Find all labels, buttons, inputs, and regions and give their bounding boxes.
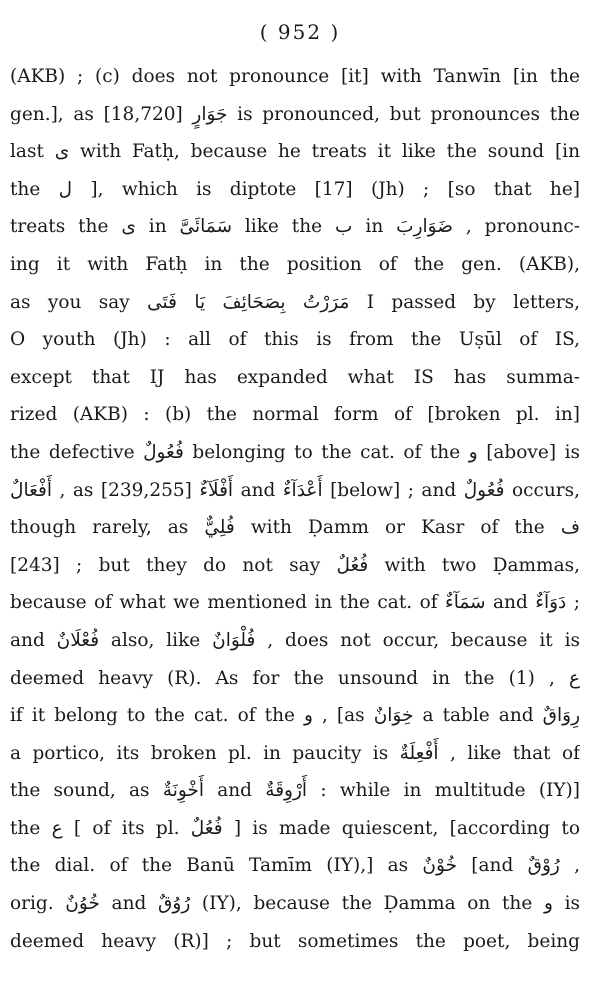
text-line: O youth (Jh) : all of this is from the Uṣūl of IS, <box>10 329 580 351</box>
text-line: the dial. of the Banū Tamīm (IY),] as خُوْنٌ [and رُوْقٌ , <box>10 855 580 877</box>
page-number: ( 952 ) <box>259 20 341 44</box>
text-line: treats the ى in سَمَائَىَّ like the ب in ضَوَارِبَ , pronounc- <box>10 216 580 238</box>
text-line: last ى with Fatḥ, because he treats it like the sound [in <box>10 141 580 163</box>
text-line: and فُعْلَانٌ also, like فُلْوَانٌ , does not occur, because it is <box>10 629 580 651</box>
text-line: deemed heavy (R)] ; but sometimes the poet, being <box>10 930 580 952</box>
text-line: gen.], as جَوَارٍ [18,720] is pronounced, but pronounces the <box>10 103 580 125</box>
text-line: ing it with Fatḥ in the position of the gen. (AKB), <box>10 253 580 275</box>
text-line: except that IJ has expanded what IS has summa- <box>10 366 580 388</box>
text-line: the ل ], which is diptote [17] (Jh) ; [so that he] <box>10 178 580 200</box>
text-line: because of what we mentioned in the cat. of سَمَآءٌ and دَوَآءٌ ; <box>10 592 580 614</box>
text-line: the defective فُعُولٌ belonging to the cat. of the و [above] is <box>10 441 580 463</box>
text-line: as you say مَرَرْتُ بِصَحَائِفَ يَا فَتَى I passed by letters, <box>10 291 580 313</box>
text-line: the sound, as أَخْوِنَةٌ and أَرْوِقَةٌ : while in multitude (IY)] <box>10 780 580 802</box>
text-line: orig. خُوُنٌ and رُوُقٌ (IY), because the Ḍamma on the و is <box>10 893 580 915</box>
body-text <box>10 58 580 960</box>
text-line: أَفْعَالٌ , as أَفْلَآءٌ [239,255] and أَعْدَآءٌ [below] ; and فُعُولٌ occurs, <box>10 479 580 501</box>
text-line: if it belong to the cat. of the و , [as خِوَانٌ a table and رِوَاقٌ <box>10 705 580 727</box>
text-line: [243] ; but they do not say فُعُلٌ with two Ḍammas, <box>10 554 580 576</box>
text-line: rized (AKB) : (b) the normal form of [broken pl. in] <box>10 404 580 426</box>
text-line: though rarely, as فُلِيٌّ with Ḍamm or Kasr of the ف <box>10 517 580 539</box>
text-line: (AKB) ; (c) does not pronounce [it] with Tanwīn [in the <box>10 66 580 87</box>
text-line: the ع [ of its pl. فُعُلٌ ] is made quiescent, [according to <box>10 817 580 839</box>
text-line: deemed heavy (R). As for the unsound in the ع , (1) <box>10 667 580 689</box>
text-line: a portico, its broken pl. in paucity is أَفْعِلَةٌ , like that of <box>10 742 580 764</box>
